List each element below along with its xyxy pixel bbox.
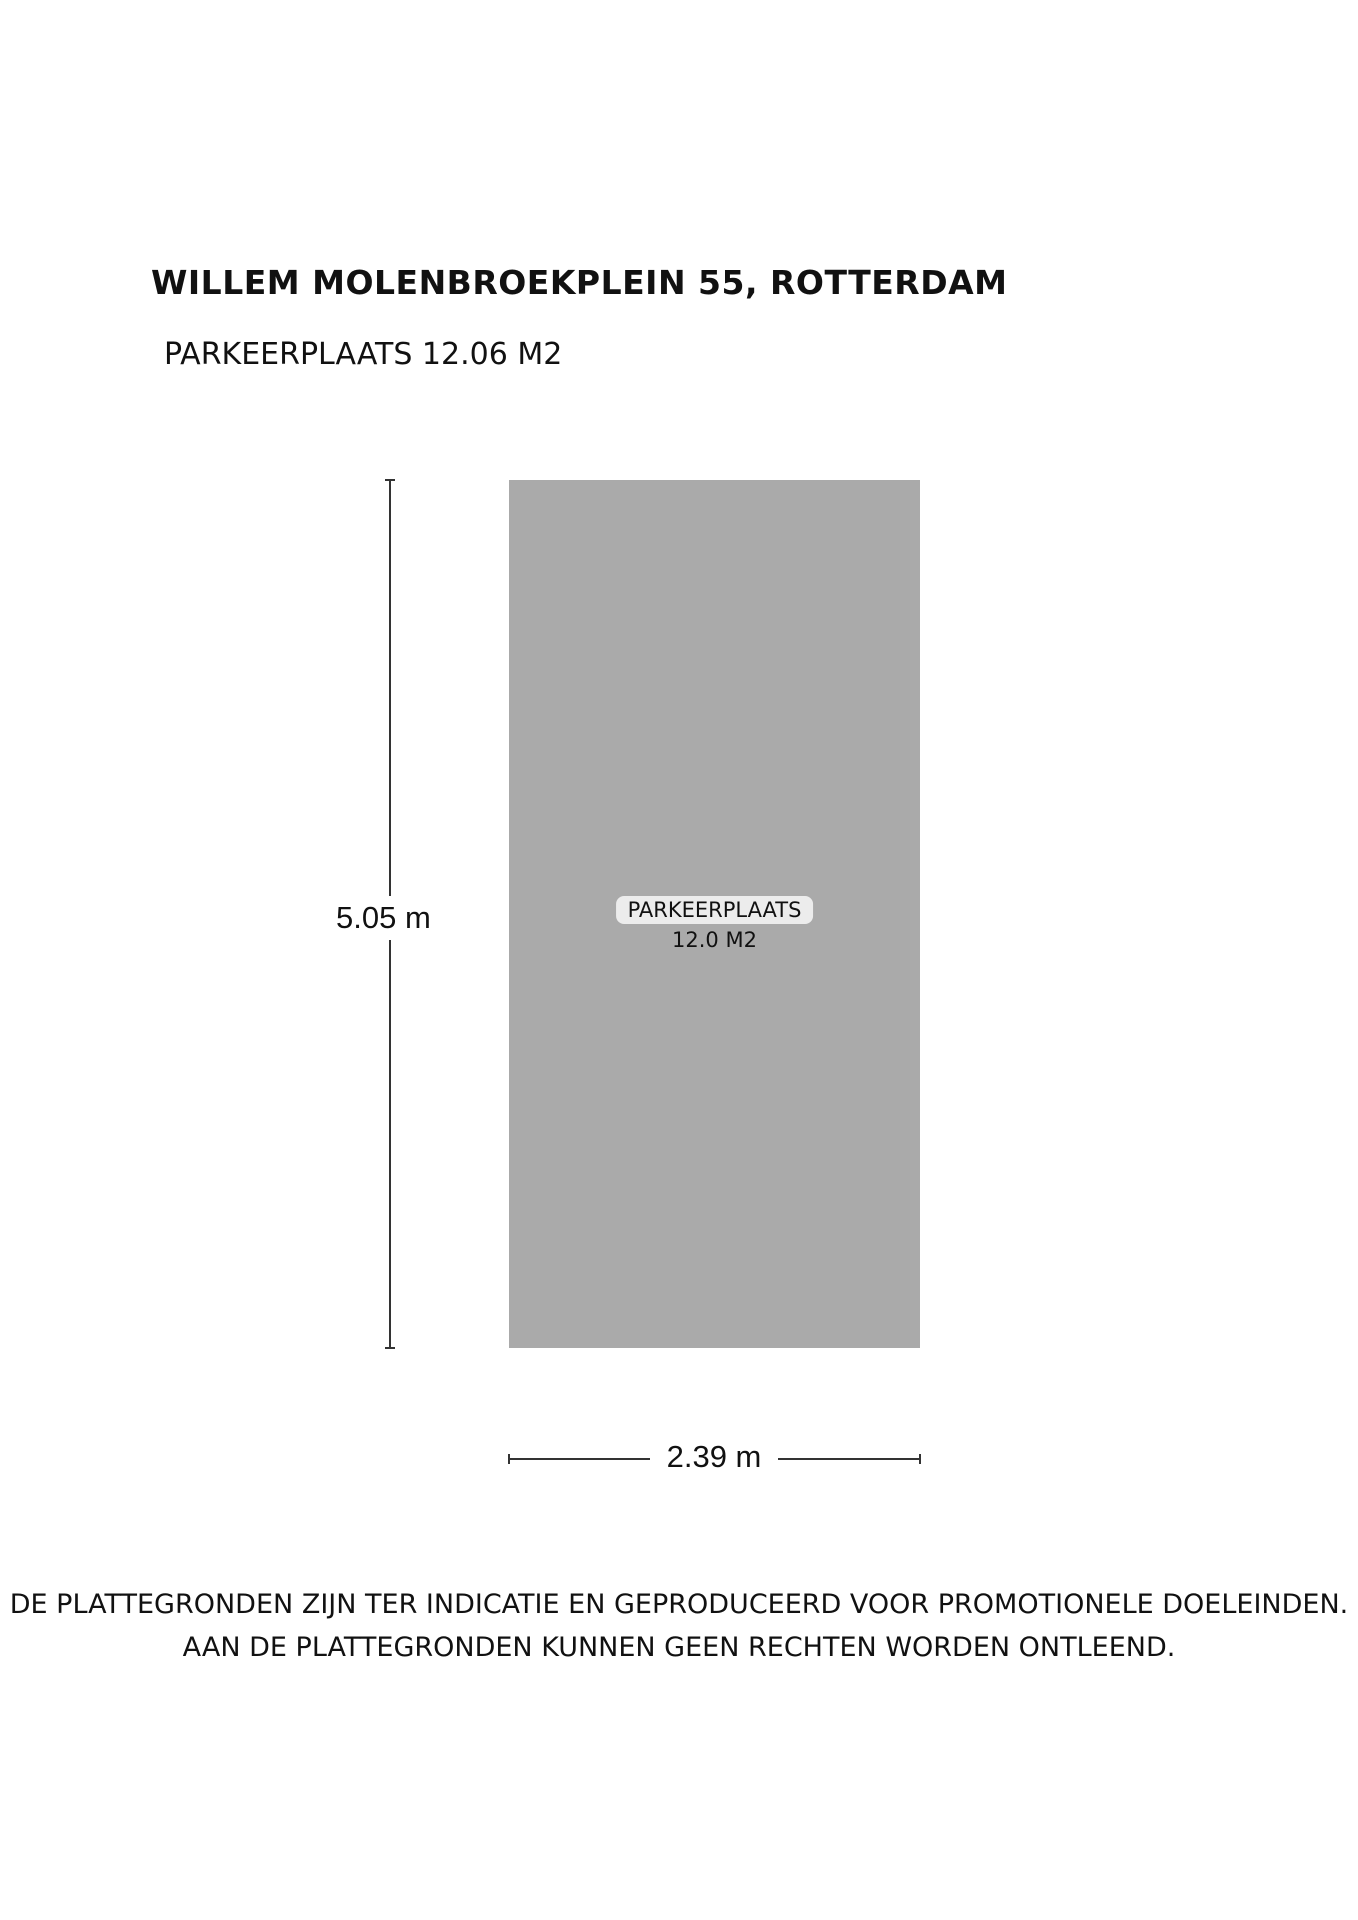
page-title: WILLEM MOLENBROEKPLEIN 55, ROTTERDAM — [151, 263, 1008, 302]
disclaimer-line-2: AAN DE PLATTEGRONDEN KUNNEN GEEN RECHTEN WORDEN ONTLEEND. — [182, 1632, 1176, 1663]
page-subtitle: PARKEERPLAATS 12.06 M2 — [164, 337, 563, 372]
width-dimension-cap-right — [919, 1454, 921, 1464]
parking-space-room — [509, 480, 920, 1348]
length-dimension-cap-bottom — [385, 1347, 395, 1349]
length-dimension-label: 5.05 m — [336, 896, 446, 940]
room-name: PARKEERPLAATS — [616, 896, 814, 924]
width-dimension-label: 2.39 m — [650, 1439, 778, 1475]
room-label — [616, 896, 814, 952]
width-dimension-cap-left — [508, 1454, 510, 1464]
disclaimer-line-1: DE PLATTEGRONDEN ZIJN TER INDICATIE EN GEPRODUCEERD VOOR PROMOTIONELE DOELEINDEN. — [9, 1589, 1349, 1620]
room-area: 12.0 M2 — [672, 928, 757, 952]
disclaimer — [0, 1583, 1358, 1669]
length-dimension-cap-top — [385, 479, 395, 481]
